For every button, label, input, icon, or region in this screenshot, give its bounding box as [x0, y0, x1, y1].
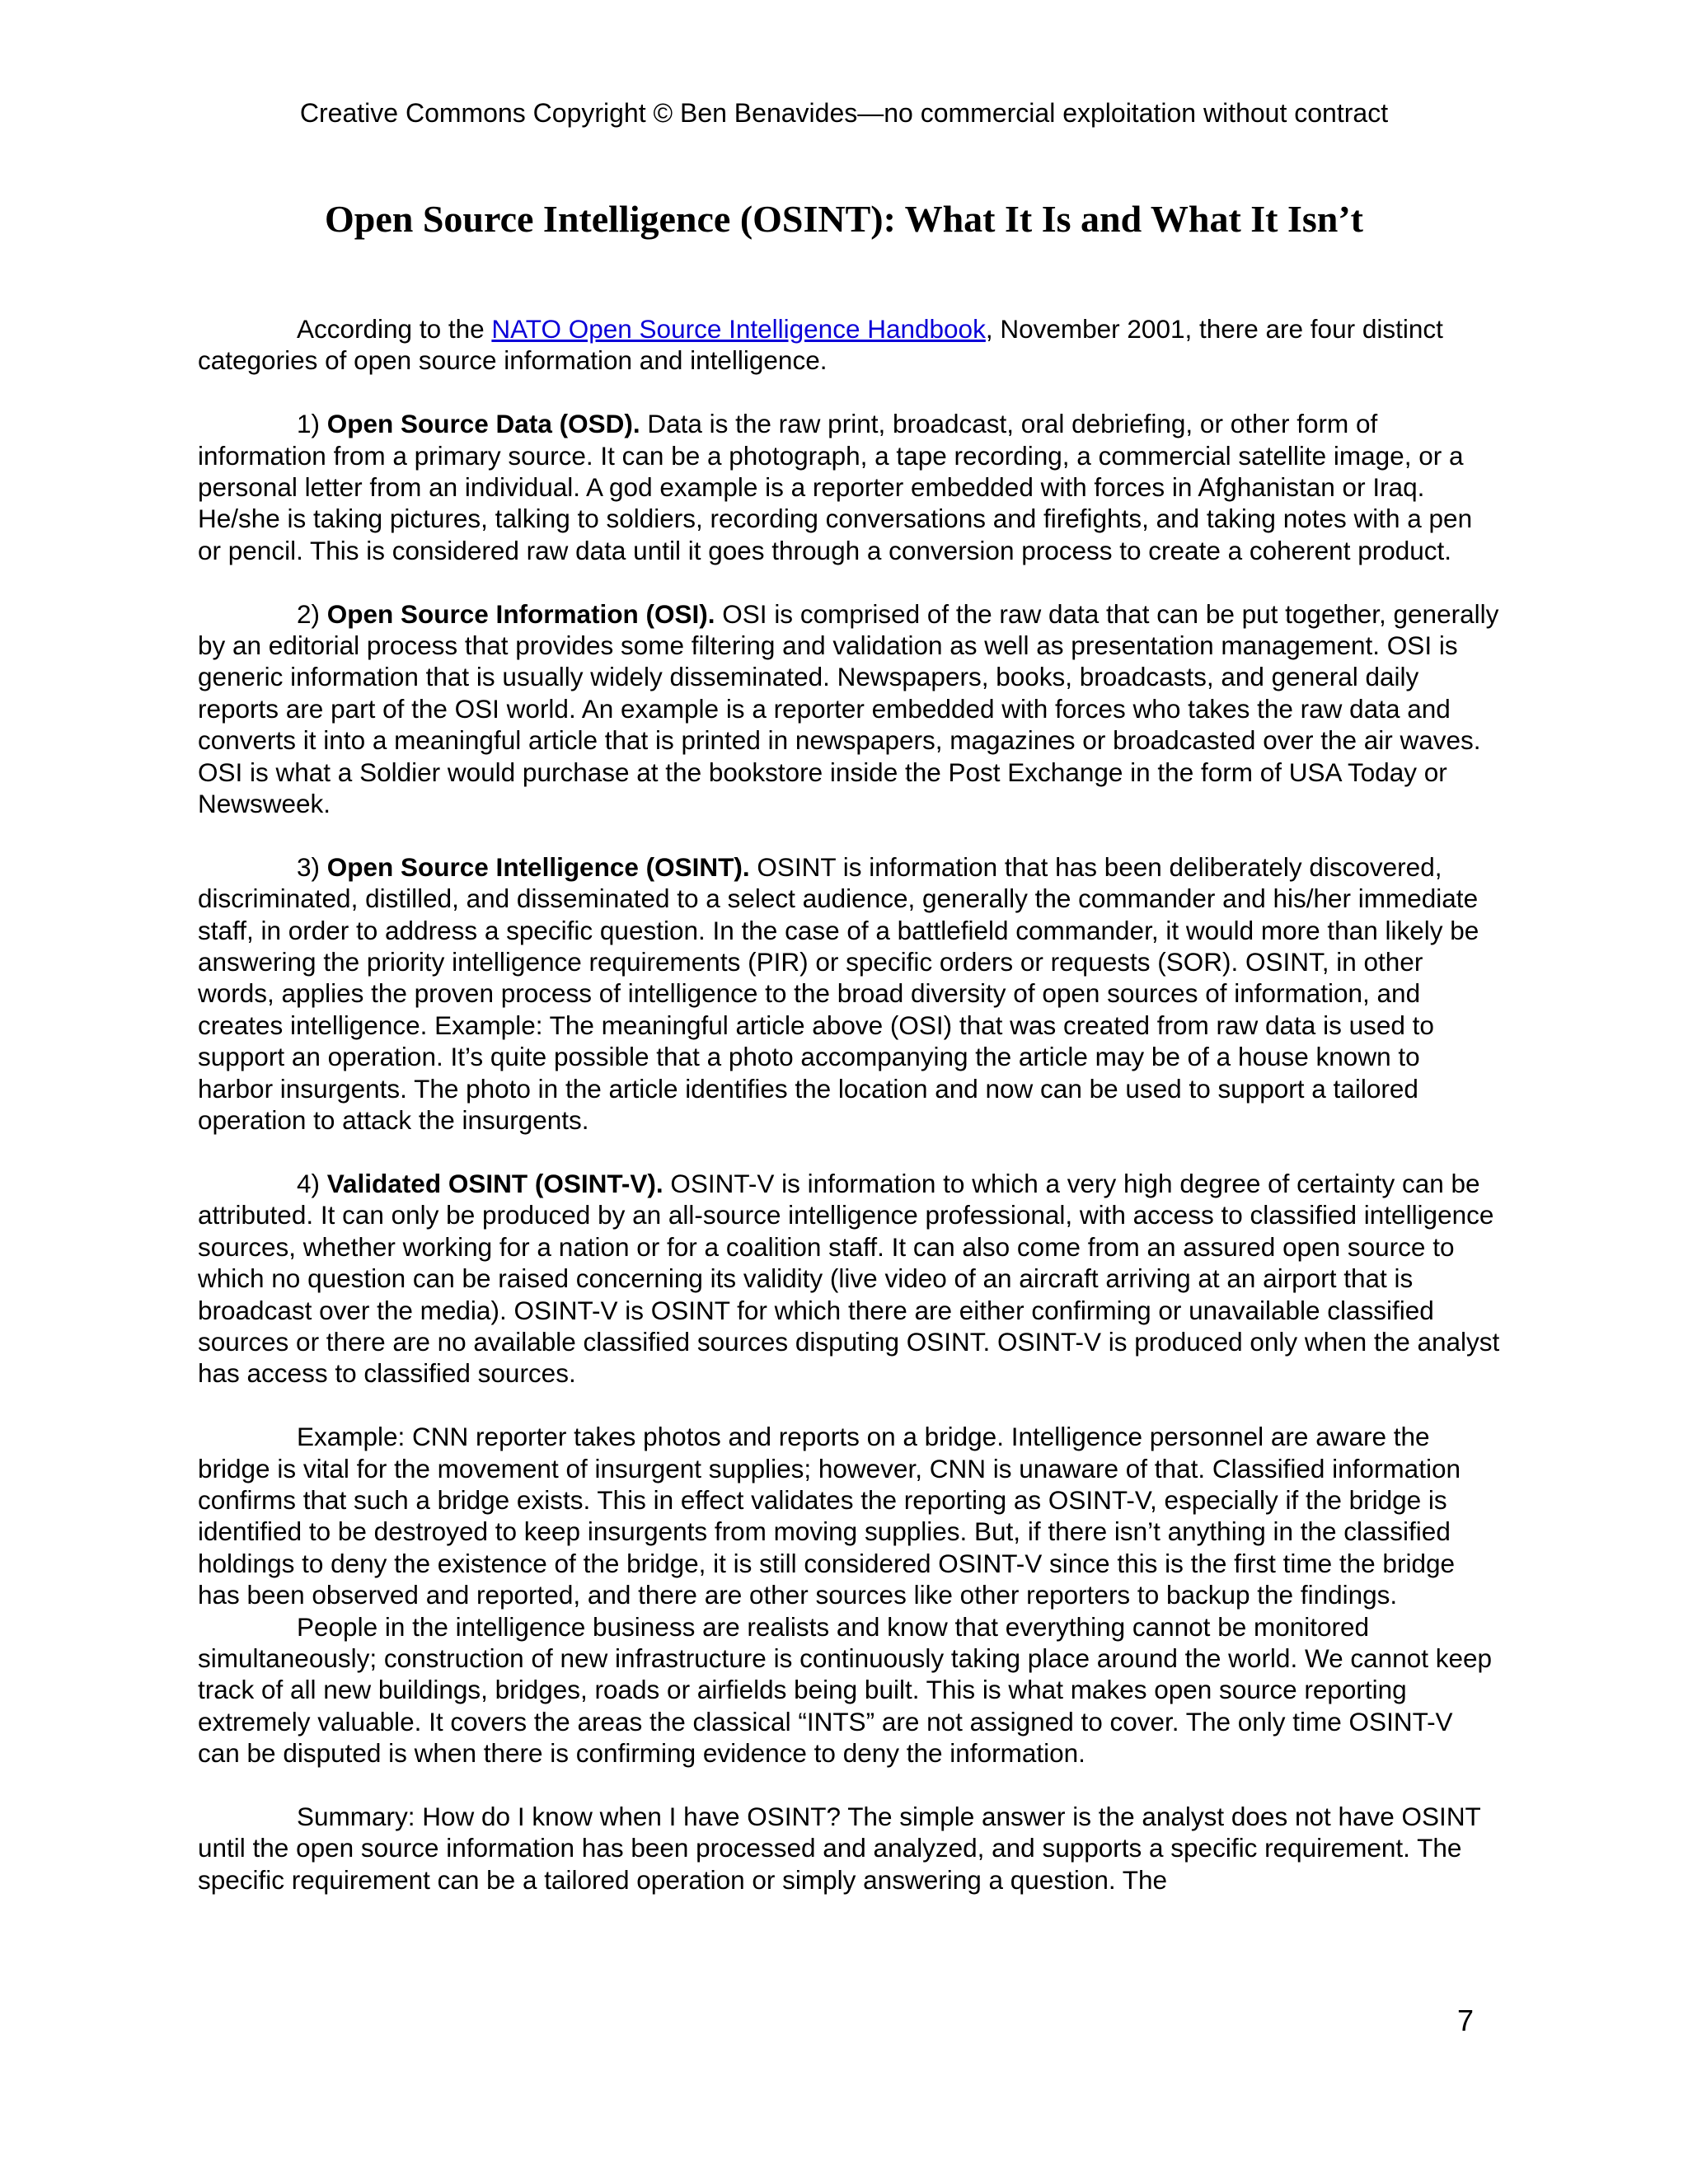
category-number: 4) [297, 1168, 327, 1198]
category-heading: Open Source Intelligence (OSINT). [326, 851, 750, 882]
intro-text-after: , November 2001, there are four distinct categories of open source information and intelligence. [198, 314, 1443, 376]
nato-handbook-link[interactable]: NATO Open Source Intelligence Handbook [491, 314, 986, 344]
intro-paragraph [198, 313, 1500, 377]
article-body [198, 313, 1500, 1896]
category-paragraph-osint-v [198, 1168, 1500, 1390]
category-text: Data is the raw print, broadcast, oral debriefing, or other form of information from a primary source. It can be a photograph, a tape recording, a commercial satellite image, or a personal letter from an individual. A god example is a reporter embedded with forces in Afghanistan or Iraq. He/she is taking pictures, talking to soldiers, recording conversations and firefights, and taking notes with a pen or pencil. This is considered raw data until it goes through a conversion process to create a coherent product. [198, 409, 1473, 565]
category-paragraph-osint [198, 851, 1500, 1137]
summary-paragraph: Summary: How do I know when I have OSINT? The simple answer is the analyst does not have OSINT until the open source information has been processed and analyzed, and supports a specific requirement. The specific requirement can be a tailored operation or simply answering a question. The [198, 1802, 1481, 1895]
category-heading: Open Source Information (OSI). [326, 598, 715, 629]
category-number: 3) [297, 851, 327, 882]
category-paragraph-osi [198, 598, 1500, 820]
page-title: Open Source Intelligence (OSINT): What It Is and What It Isn’t [324, 198, 1364, 240]
category-text: OSI is comprised of the raw data that can be put together, generally by an editorial process that provides some filtering and validation as well as presentation management. OSI is generic information that is usually widely disseminated. Newspapers, books, broadcasts, and general daily reports are part of the OSI world. An example is a reporter embedded with forces who takes the raw data and converts it into a meaningful article that is printed in newspapers, magazines or broadcasted over the air waves. OSI is what a Soldier would purchase at the bookstore inside the Post Exchange in the form of USA Today or Newsweek. [198, 598, 1499, 819]
category-number: 2) [297, 598, 327, 629]
category-text: OSINT-V is information to which a very high degree of certainty can be attributed. It can only be produced by an all-source intelligence professional, with access to classified intelligence sources, whether working for a nation or for a coalition staff. It can also come from an assured open source to which no question can be raised concerning its validity (live video of an aircraft arriving at an airport that is broadcast over the media). OSINT-V is OSINT for which there are either confirming or unavailable classified sources or there are no available classified sources disputing OSINT. OSINT-V is produced only when the analyst has access to classified sources. [198, 1168, 1500, 1389]
example-paragraph: Example: CNN reporter takes photos and reports on a bridge. Intelligence personnel are aware the bridge is vital for the movement of insurgent supplies; however, CNN is unaware of that. Classified information confirms that such a bridge exists. This in effect validates the reporting as OSINT-V, especially if the bridge is identified to be destroyed to keep insurgents from moving supplies. But, if there isn’t anything in the classified holdings to deny the existence of the bridge, it is still considered OSINT-V since this is the first time the bridge has been observed and reported, and there are other sources like other reporters to backup the findings. [198, 1422, 1461, 1610]
page-number: 7 [1456, 2004, 1474, 2037]
intro-text-before: According to the [297, 314, 492, 344]
category-number: 1) [297, 409, 327, 439]
copyright-header: Creative Commons Copyright © Ben Benavides—no commercial exploitation without contract [299, 98, 1389, 128]
people-paragraph: People in the intelligence business are realists and know that everything cannot be monitored simultaneously; construction of new infrastructure is continuously taking place around the world. We cannot keep track of all new buildings, bridges, roads or airfields being built. This is what makes open source reporting extremely valuable. It covers the areas the classical “INTS” are not assigned to cover. The only time OSINT-V can be disputed is when there is confirming evidence to deny the information. [198, 1611, 1493, 1769]
category-heading: Validated OSINT (OSINT-V). [326, 1168, 663, 1198]
category-heading: Open Source Data (OSD). [326, 409, 640, 439]
category-text: OSINT is information that has been deliberately discovered, discriminated, distilled, and disseminated to a select audience, generally the commander and his/her immediate staff, in order to address a specific question. In the case of a battlefield commander, it would more than likely be answering the priority intelligence requirements (PIR) or specific orders or requests (SOR). OSINT, in other words, applies the proven process of intelligence to the broad diversity of open sources of information, and creates intelligence. Example: The meaningful article above (OSI) that was created from raw data is used to support an operation. It’s quite possible that a photo accompanying the article may be of a house known to harbor insurgents. The photo in the article identifies the location and now can be used to support a tailored operation to attack the insurgents. [198, 851, 1479, 1136]
category-paragraph-osd [198, 408, 1500, 566]
